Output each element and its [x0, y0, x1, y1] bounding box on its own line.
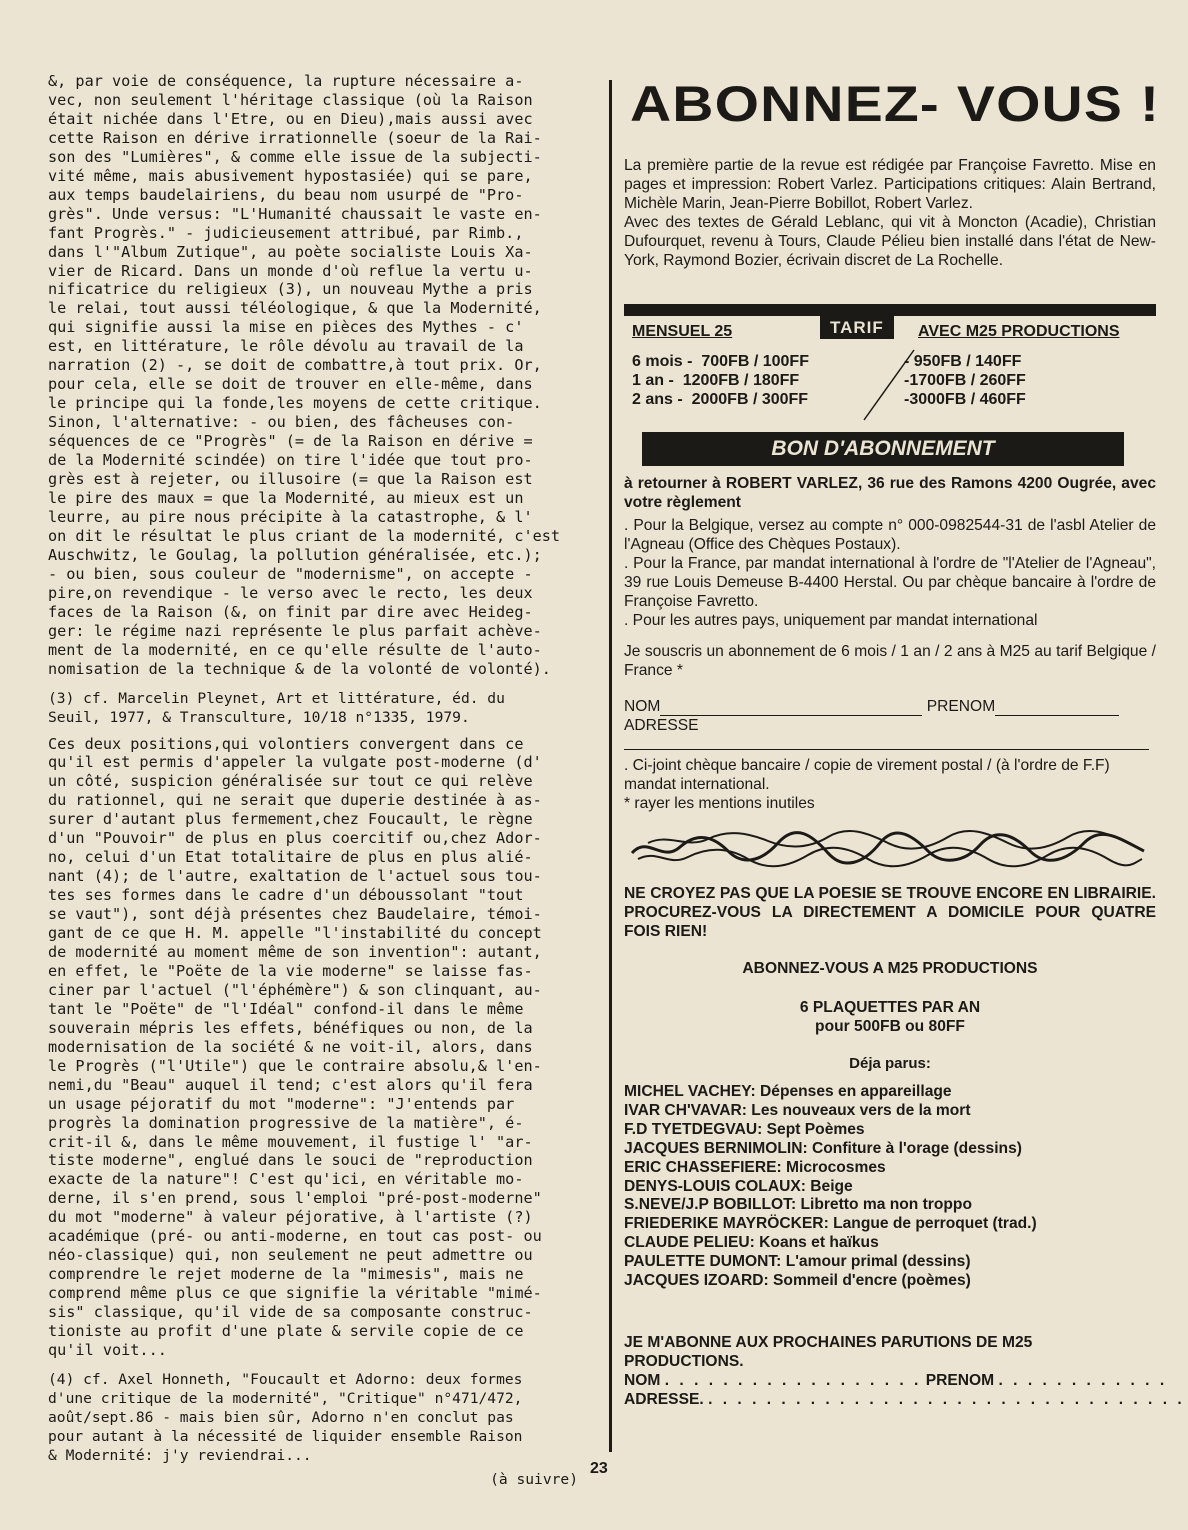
final-adresse-label: ADRESSE.: [624, 1390, 704, 1408]
intro-paragraph: La première partie de la revue est rédigée par Françoise Favretto. Mise en pages et impression: Robert Varlez. Participations critiques: Alain Bertrand, Michèle Marin, Jean-Pierre Bobillot, Robert Varlez.: [624, 157, 1156, 212]
nom-field[interactable]: [660, 696, 922, 716]
list-item: F.D TYETDEGVAU: Sept Poèmes: [624, 1120, 865, 1138]
payment-method: . Ci-joint chèque bancaire / copie de virement postal / (à l'ordre de F.F): [624, 757, 1110, 774]
final-adresse-field[interactable]: . . . . . . . . . . . . . . . . . . . . . . . . . . . . . . . . .: [708, 1390, 1185, 1408]
text-line: grès est à rejeter, ou illusoire (= que la Raison est: [48, 470, 533, 489]
tarif-table: [624, 304, 1156, 424]
page-number: 23: [590, 1460, 608, 1477]
text-line: nificatrice du religieux (3), un nouveau Mythe a pris: [48, 280, 533, 299]
text-line: académique (pré- ou anti-moderne, en tout cas post- ou: [48, 1227, 542, 1246]
order-instructions: [624, 474, 1156, 813]
list-item: PAULETTE DUMONT: L'amour primal (dessins): [624, 1253, 971, 1271]
text-line: nant (4); de l'autre, exaltation de l'actuel sous tou-: [48, 867, 542, 886]
prenom-label: PRENOM: [926, 698, 996, 715]
tarif-period: 1 an -: [632, 372, 674, 389]
footnote-4: [48, 1370, 578, 1465]
bon-abonnement-banner: BON D'ABONNEMENT: [642, 432, 1124, 466]
text-line: tioniste au profit d'une plate & servile copie de ce: [48, 1322, 524, 1341]
subscribe-title: ABONNEZ- VOUS !: [630, 76, 1161, 132]
tarif-price-m25: -1700FB / 260FF: [904, 372, 1026, 389]
text-line: exacte de la nature"! C'est qu'ici, en véritable mo-: [48, 1170, 524, 1189]
text-line: progrès la domination progressive de la matière", é-: [48, 1113, 524, 1132]
tarif-period: 2 ans -: [632, 391, 683, 408]
tarif-badge: TARIF: [820, 316, 894, 339]
text-line: fant Progrès." - judicieusement attribué, par Rimb.,: [48, 223, 524, 242]
tarif-price: 2000FB / 300FF: [691, 391, 809, 408]
text-line: août/sept.86 - mais bien sûr, Adorno n'en conclut pas: [48, 1408, 514, 1426]
text-line: ger: le régime nazi représente le plus parfait achève-: [48, 621, 542, 640]
tarif-period: 6 mois -: [632, 353, 693, 370]
text-line: le pire des maux = que la Modernité, au mieux est un: [48, 488, 524, 507]
subscription-column: [624, 72, 1185, 1409]
text-line: narration (2) -, se doit de combattre,à tout prix. Or,: [48, 356, 542, 375]
text-line: le Progrès ("l'Utile") que le contraire absolu,& l'en-: [48, 1056, 542, 1075]
return-address: à retourner à ROBERT VARLEZ, 36 rue des Ramons 4200 Ougrée, avec votre règlement: [624, 475, 1156, 511]
instruction-other: . Pour les autres pays, uniquement par mandat international: [624, 612, 1038, 629]
text-line: crit-il &, dans le même mouvement, il fustige l' "ar-: [48, 1132, 533, 1151]
final-nom-field[interactable]: . . . . . . . . . . . . . . . . . .: [664, 1371, 922, 1389]
list-item: S.NEVE/J.P BOBILLOT: Libretto ma non troppo: [624, 1196, 972, 1214]
payment-mandat: mandat international.: [624, 776, 770, 793]
nom-label: NOM: [624, 698, 661, 715]
list-item: JACQUES BERNIMOLIN: Confiture à l'orage (dessins): [624, 1139, 1022, 1157]
text-line: gant de ce que H. M. appelle "l'instabilité du concept: [48, 924, 542, 943]
text-line: qu'il est permis d'appeler la vulgate post-moderne (d': [48, 753, 542, 772]
address-row: [624, 716, 1156, 735]
tarif-row: [632, 352, 809, 371]
text-line: le relai, tout aussi téléologique, & que la Modernité,: [48, 299, 542, 318]
text-line: comprend même plus ce que signifie la véritable "mimé-: [48, 1284, 542, 1303]
text-line: est, en littérature, le rôle dévolu au travail de la: [48, 337, 524, 356]
text-line: pour autant à la nécessité de liquider ensemble Raison: [48, 1427, 523, 1445]
text-line: du rationnel, qui ne serait que duperie destinée à as-: [48, 791, 542, 810]
list-item: FRIEDERIKE MAYRÖCKER: Langue de perroquet (trad.): [624, 1215, 1037, 1233]
text-line: no, celui d'un Etat totalitaire de plus en plus alié-: [48, 848, 533, 867]
text-line: Sinon, l'alternative: - ou bien, des fâcheuses con-: [48, 413, 515, 432]
text-line: tes ses formes dans le cadre d'un déboussolant "tout: [48, 886, 524, 905]
tarif-price: 700FB / 100FF: [701, 353, 809, 370]
text-line: d'un "Pouvoir" de plus en plus coercitif ou,chez Ador-: [48, 829, 542, 848]
text-line: vier de Ricard. Dans un monde d'où reflue la vertu u-: [48, 261, 533, 280]
text-line: cette Raison en dérive irrationnelle (soeur de la Rai-: [48, 128, 542, 147]
footnote-3: [48, 689, 578, 727]
text-line: (3) cf. Marcelin Pleynet, Art et littérature, éd. du: [48, 689, 505, 707]
text-line: on dit le résultat le plus criant de la modernité, c'est: [48, 526, 561, 545]
already-published-label: Déja parus:: [849, 1055, 931, 1072]
cross-out-note: * rayer les mentions inutiles: [624, 795, 815, 812]
final-name-row: [624, 1371, 1168, 1390]
list-item: JACQUES IZOARD: Sommeil d'encre (poèmes): [624, 1272, 971, 1290]
m25-subscribe-heading: ABONNEZ-VOUS A M25 PRODUCTIONS: [742, 960, 1038, 977]
text-line: vité même, mais abusivement hypostasiée) qui se pare,: [48, 166, 533, 185]
final-order-line: JE M'ABONNE AUX PROCHAINES PARUTIONS DE M25 PRODUCTIONS.: [624, 1333, 1033, 1370]
list-item: MICHEL VACHEY: Dépenses en appareillage: [624, 1083, 952, 1100]
text-line: séquences de ce "Progrès" (= de la Raison en dérive =: [48, 432, 533, 451]
text-line: & Modernité: j'y reviendrai...: [48, 1446, 312, 1464]
column-divider: [609, 80, 612, 1452]
text-line: se vaut"), sont déjà présentes chez Baudelaire, témoi-: [48, 905, 542, 924]
instruction-france: . Pour la France, par mandat international à l'ordre de "l'Atelier de l'Agneau", 39 rue Louis Demeuse B-4400 Herstal. Ou par chèque bancaire à l'ordre de Françoise Favretto.: [624, 555, 1156, 610]
text-line: nomisation de la technique & de la volonté de volonté).: [48, 659, 551, 678]
prenom-field[interactable]: [995, 696, 1119, 716]
plaquettes-heading: 6 PLAQUETTES PAR AN: [799, 999, 981, 1016]
final-order-form: [624, 1333, 1185, 1409]
plaquettes-price: pour 500FB ou 80FF: [815, 1018, 965, 1035]
text-line: en effet, le "Poëte de la vie moderne" se laisse fas-: [48, 961, 533, 980]
text-line: qu'il voit...: [48, 1341, 167, 1359]
text-line: surer d'autant plus fermement,chez Foucault, le règne: [48, 810, 533, 829]
final-prenom-label: PRENOM: [925, 1371, 995, 1389]
promo-text: NE CROYEZ PAS QUE LA POESIE SE TROUVE ENCORE EN LIBRAIRIE. PROCUREZ-VOUS LA DIRECTEMENT A DOMICILE POUR QUATRE FOIS RIEN!: [624, 885, 1156, 940]
intro-text: [624, 156, 1156, 270]
adresse-label: ADRESSE: [624, 717, 699, 734]
text-line: Ces deux positions,qui volontiers convergent dans ce: [48, 734, 524, 753]
text-line: (4) cf. Axel Honneth, "Foucault et Adorno: deux formes: [48, 1370, 523, 1388]
text-line: ment de la modernité, en ce qu'elle résulte de l'auto-: [48, 640, 542, 659]
list-item: CLAUDE PELIEU: Koans et haïkus: [624, 1234, 879, 1252]
text-line: - ou bien, sous couleur de "modernisme", on accepte -: [48, 564, 533, 583]
tarif-price: 1200FB / 180FF: [682, 372, 800, 389]
text-line: derne, il s'en prend, sous l'emploi "pré-post-moderne": [48, 1189, 542, 1208]
instruction-belgium: . Pour la Belgique, versez au compte n° 000-0982544-31 de l'asbl Atelier de l'Agneau (Office des Chèques Postaux).: [624, 517, 1156, 553]
text-line: qui signifie aussi la mise en pièces des Mythes - c': [48, 318, 524, 337]
essay-paragraph-1: [48, 72, 578, 679]
text-line: sis" classique, qu'il vide de sa composante construc-: [48, 1303, 533, 1322]
text-line: de la Modernité scindée) on tire l'idée que tout pro-: [48, 451, 533, 470]
tarif-row: [632, 371, 799, 390]
name-row: [624, 696, 1156, 716]
text-line: vec, non seulement l'héritage classique (où la Raison: [48, 90, 533, 109]
text-line: son des "Lumières", & comme elle issue de la subjecti-: [48, 147, 542, 166]
text-line: ciner par l'actuel ("l'éphémère") & son clinquant, au-: [48, 980, 542, 999]
published-list: [624, 1083, 1156, 1291]
list-item: IVAR CH'VAVAR: Les nouveaux vers de la mort: [624, 1101, 971, 1119]
text-line: Auschwitz, le Goulag, la pollution généralisée, etc.);: [48, 545, 542, 564]
text-line: d'une critique de la modernité", "Critique" n°471/472,: [48, 1389, 523, 1407]
text-line: un côté, suspicion généralisée sur tout ce qui relève: [48, 772, 533, 791]
tarif-price-m25: -3000FB / 460FF: [904, 391, 1026, 408]
text-line: un usage péjoratif du mot "moderne": "J'entends par: [48, 1094, 515, 1113]
text-line: était nichée dans l'Etre, ou en Dieu),mais aussi avec: [48, 109, 533, 128]
text-line: dans l'"Album Zutique", au poète socialiste Louis Xa-: [48, 242, 533, 261]
final-address-row: [624, 1390, 1185, 1409]
text-line: modernisation de la société & ne voit-il, alors, dans: [48, 1037, 533, 1056]
text-line: faces de la Raison (&, on finit par dire avec Heideg-: [48, 602, 533, 621]
subscription-choice: Je souscris un abonnement de 6 mois / 1 an / 2 ans à M25 au tarif Belgique / France *: [624, 643, 1156, 679]
text-line: tiste moderne", englué dans le souci de "reproduction: [48, 1151, 533, 1170]
text-line: grès". Unde versus: "L'Humanité chaussait le vaste en-: [48, 204, 542, 223]
final-prenom-field[interactable]: . . . . . . . . . . . .: [998, 1371, 1168, 1389]
text-line: comprendre le rejet moderne de la "mimesis", mais ne: [48, 1265, 524, 1284]
list-item: DENYS-LOUIS COLAUX: Beige: [624, 1177, 853, 1195]
text-line: néo-classique) qui, non seulement ne peut admettre ou: [48, 1246, 533, 1265]
text-line: pour cela, elle se doit de trouver en elle-même, dans: [48, 375, 533, 394]
tarif-price-m25: - 950FB / 140FF: [904, 353, 1022, 370]
tarif-left-label: MENSUEL 25: [632, 323, 733, 340]
intro-paragraph: Avec des textes de Gérald Leblanc, qui vit à Moncton (Acadie), Christian Dufourquet, revenu à Tours, Claude Pélieu bien installé dans l'état de New-York, Raymond Bozier, écrivain discret de La Rochelle.: [624, 214, 1156, 269]
text-line: Seuil, 1977, & Transculture, 10/18 n°1335, 1979.: [48, 708, 470, 726]
adresse-field[interactable]: [624, 735, 1149, 750]
text-line: du mot "moderne" à valeur péjorative, à l'artiste (?): [48, 1208, 533, 1227]
text-line: souverain mépris les effets, bénéfiques ou non, de la: [48, 1018, 533, 1037]
tarif-right-label: AVEC M25 PRODUCTIONS: [918, 323, 1120, 340]
text-line: tant le "Poëte" de "l'Idéal" confond-il dans le même: [48, 999, 524, 1018]
text-line: aux temps baudelairiens, du beau nom usurpé de "Pro-: [48, 185, 524, 204]
text-line: nemi,du "Beau" auquel il tend; c'est alors qu'il fera: [48, 1075, 533, 1094]
text-line: de modernité au moment même de son invention": autant,: [48, 942, 542, 961]
text-line: pire,on revendique - le verso avec le recto, les deux: [48, 583, 533, 602]
essay-paragraph-2: [48, 735, 578, 1360]
list-item: ERIC CHASSEFIERE: Microcosmes: [624, 1158, 886, 1176]
text-line: &, par voie de conséquence, la rupture nécessaire a-: [48, 72, 524, 90]
text-line: leurre, au pire nous précipite à la catastrophe, & l': [48, 507, 533, 526]
decorative-squiggle-icon: [628, 829, 1148, 869]
tarif-row: [632, 390, 808, 409]
to-follow-label: (à suivre): [490, 1470, 578, 1488]
essay-column: [48, 72, 578, 1490]
text-line: le principe qui la fonde,les moyens de cette critique.: [48, 394, 542, 413]
final-nom-label: NOM: [624, 1371, 661, 1389]
